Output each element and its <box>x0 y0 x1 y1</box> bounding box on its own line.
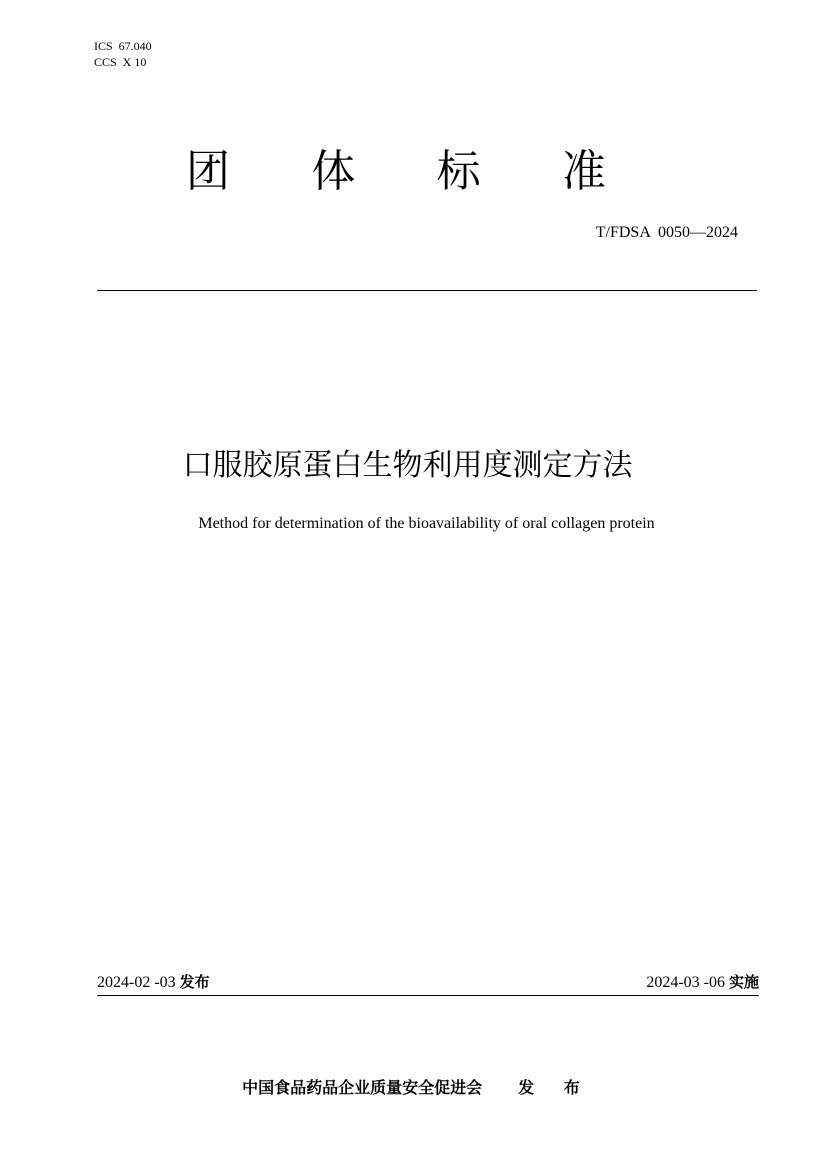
ccs-code: CCS X 10 <box>94 55 147 69</box>
document-title-chinese: 口服胶原蛋白生物利用度测定方法 <box>182 448 633 483</box>
publisher-organization: 中国食品药品企业质量安全促进会 <box>242 1078 483 1097</box>
standard-number: T/FDSA 0050—2024 <box>595 224 738 241</box>
classification-codes <box>94 38 152 70</box>
publisher-line <box>231 1052 592 1100</box>
publisher-action: 发 布 <box>518 1078 592 1097</box>
standard-type-char: 体 <box>311 146 356 197</box>
implement-label: 实施 <box>728 973 759 991</box>
standard-type-char: 准 <box>561 146 606 197</box>
standard-type-heading <box>186 142 606 202</box>
ics-code: ICS 67.040 <box>94 39 152 53</box>
document-title-english: Method for determination of the bioavailability of oral collagen protein <box>198 515 655 532</box>
header-divider <box>97 290 757 291</box>
implement-date-block <box>646 970 759 995</box>
implement-date: 2024-03 -06 <box>646 974 725 991</box>
publish-date-block <box>97 970 210 995</box>
standard-type-char: 标 <box>436 146 481 197</box>
standard-type-char: 团 <box>186 146 230 197</box>
publish-label: 发布 <box>179 973 210 991</box>
footer-divider <box>97 995 759 996</box>
date-row <box>97 970 759 995</box>
publish-date: 2024-02 -03 <box>97 974 176 991</box>
